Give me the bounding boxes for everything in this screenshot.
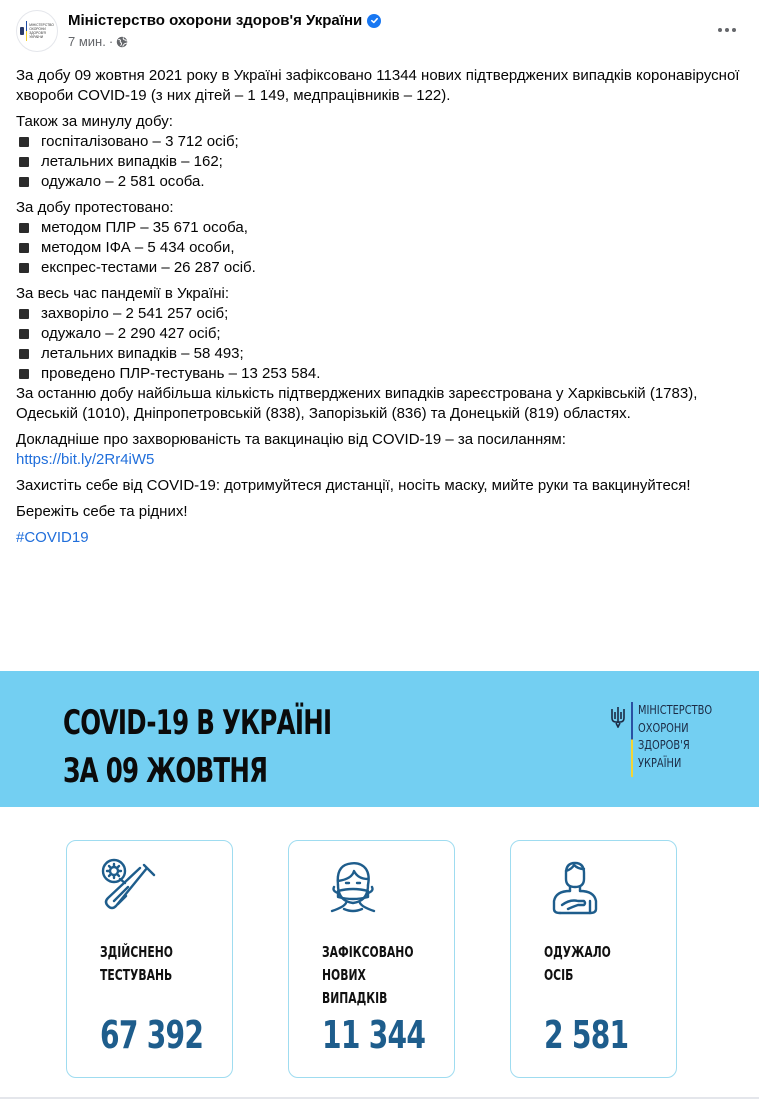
stat-card-recovered: [510, 840, 677, 1078]
more-options-button[interactable]: [715, 20, 739, 40]
bullet-icon: [19, 309, 29, 319]
recovered-person-icon: [544, 857, 606, 919]
label-line: ВИПАДКІВ: [322, 989, 388, 1007]
logo-line: УКРАЇНИ: [638, 755, 682, 770]
logo-text: [638, 702, 712, 772]
list-item-text: одужало – 2 581 особа.: [41, 173, 205, 190]
infographic-stats[interactable]: [0, 807, 759, 1097]
page-name-link[interactable]: Міністерство охорони здоров'я України: [68, 12, 363, 29]
protect-paragraph: Захистіть себе від COVID-19: дотримуйтеся дистанції, носіть маску, мийте руки та вакцинуйтеся!: [16, 477, 691, 494]
flag-bar: [631, 702, 633, 777]
avatar-text: [29, 23, 54, 40]
avatar-text-line: УКРАЇНИ: [29, 35, 44, 40]
list-item: [16, 238, 741, 258]
page-avatar[interactable]: [16, 10, 58, 52]
avatar-text-line: МІНІСТЕРСТВО: [29, 22, 54, 27]
list-item-text: експрес-тестами – 26 287 осіб.: [41, 259, 256, 276]
post-meta: [68, 34, 128, 49]
label-line: НОВИХ: [322, 966, 366, 984]
title-line: COVID-19 В УКРАЇНІ: [63, 703, 332, 743]
bullet-icon: [19, 243, 29, 253]
logo-line: ЗДОРОВ'Я: [638, 738, 690, 752]
list-item-text: методом ПЛР – 35 671 особа,: [41, 219, 248, 236]
pandemic-section: [16, 284, 741, 384]
list-item-text: проведено ПЛР-тестувань – 13 253 584.: [41, 365, 321, 382]
stat-value: 67 392: [100, 1013, 204, 1057]
stat-card-tests: [66, 840, 233, 1078]
more-horizontal-icon: [725, 28, 729, 32]
bullet-icon: [19, 223, 29, 233]
test-tube-virus-icon: [100, 857, 162, 919]
more-horizontal-icon: [718, 28, 722, 32]
bullet-icon: [19, 329, 29, 339]
avatar-text-line: ЗДОРОВ'Я: [29, 31, 46, 35]
tested-section: [16, 198, 741, 278]
ministry-logo: [610, 702, 728, 777]
list-item-text: методом ІФА – 5 434 особи,: [41, 239, 235, 256]
list-item-text: летальних випадків – 162;: [41, 153, 223, 170]
logo-line: МІНІСТЕРСТВО: [638, 703, 713, 717]
list-item: [16, 152, 741, 172]
more-horizontal-icon: [732, 28, 736, 32]
list-item: [16, 324, 741, 344]
trident-icon: [610, 706, 626, 728]
flag-bar: [26, 21, 27, 41]
more-info-text: Докладніше про захворюваність та вакцинацію від COVID-19 – за посиланням:: [16, 431, 566, 448]
bullet-icon: [19, 157, 29, 167]
regions-paragraph: За останню добу найбільша кількість підтверджених випадків зареєстрована у Харківській (1783), Одеській (1010), Дніпропетровській (838), Запорізькій (836) та Донецькій (819) областях.: [16, 385, 698, 422]
intro-paragraph: За добу 09 жовтня 2021 року в Україні зафіксовано 11344 нових підтверджених випадків коронавірусної хвороби COVID-19 (з них дітей – 1 149, медпрацівників – 122).: [16, 67, 740, 104]
logo-line: ОХОРОНИ: [638, 720, 689, 735]
bullet-icon: [19, 137, 29, 147]
list-item-text: летальних випадків – 58 493;: [41, 345, 244, 362]
trident-icon: [20, 27, 24, 35]
more-info-paragraph: [16, 430, 741, 470]
list-item-text: захворіло – 2 541 257 осіб;: [41, 305, 229, 322]
list-item-text: госпіталізовано – 3 712 осіб;: [41, 133, 239, 150]
care-paragraph: Бережіть себе та рідних!: [16, 503, 188, 520]
avatar-logo: [20, 21, 54, 41]
section-heading: За добу протестовано:: [16, 199, 174, 216]
label-line: ЗАФІКСОВАНО: [322, 943, 414, 961]
label-line: ОСІБ: [544, 966, 574, 984]
stat-value: 11 344: [322, 1013, 426, 1057]
list-item: [16, 218, 741, 238]
post-header: [0, 0, 759, 60]
post-timestamp[interactable]: 7 мин.: [68, 34, 106, 49]
title-line: ЗА 09 ЖОВТНЯ: [63, 751, 268, 791]
meta-separator: ·: [108, 34, 114, 49]
section-heading: За весь час пандемії в Україні:: [16, 285, 230, 302]
stat-label: [322, 941, 414, 1010]
post-divider: [0, 1097, 759, 1099]
stat-card-new-cases: [288, 840, 455, 1078]
globe-icon[interactable]: [116, 36, 128, 48]
stat-label: [544, 941, 611, 987]
list-item: [16, 132, 741, 152]
bullet-icon: [19, 177, 29, 187]
bullet-icon: [19, 263, 29, 273]
bullet-icon: [19, 369, 29, 379]
list-item: [16, 364, 741, 384]
page-name-row: [68, 12, 381, 29]
list-item: [16, 344, 741, 364]
avatar-text-line: ОХОРОНИ: [29, 26, 46, 31]
list-item: [16, 258, 741, 278]
stat-value: 2 581: [544, 1013, 629, 1057]
infographic-banner[interactable]: [0, 671, 759, 807]
masked-person-icon: [322, 857, 384, 919]
list-item: [16, 172, 741, 192]
list-item: [16, 304, 741, 324]
label-line: ЗДІЙСНЕНО: [100, 943, 173, 961]
label-line: ОДУЖАЛО: [544, 943, 611, 961]
info-link[interactable]: https://bit.ly/2Rr4iW5: [16, 451, 155, 468]
post-text: [16, 66, 741, 554]
section-heading: Також за минулу добу:: [16, 113, 173, 130]
infographic-title: [63, 699, 331, 795]
bullet-icon: [19, 349, 29, 359]
list-item-text: одужало – 2 290 427 осіб;: [41, 325, 221, 342]
yesterday-section: [16, 112, 741, 192]
label-line: ТЕСТУВАНЬ: [100, 966, 173, 984]
stat-label: [100, 941, 173, 987]
hashtag-link[interactable]: #COVID19: [16, 529, 89, 546]
verified-badge-icon: [367, 14, 381, 28]
